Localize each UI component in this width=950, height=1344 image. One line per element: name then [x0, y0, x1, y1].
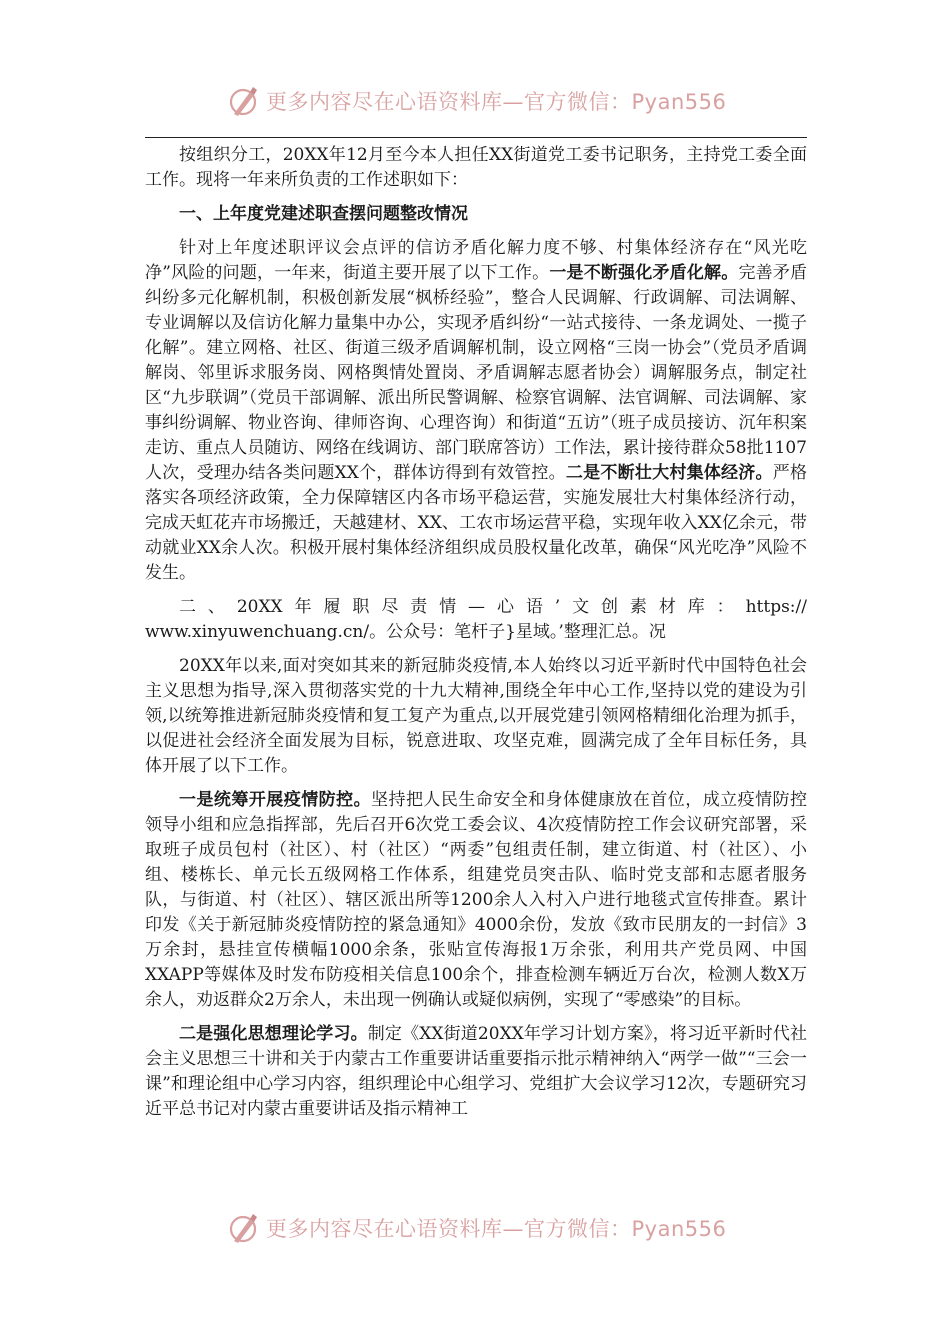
section1-heading: 一、上年度党建述职查摆问题整改情况	[179, 204, 468, 224]
study-paragraph	[145, 1022, 807, 1122]
pen-circle-logo-icon	[226, 84, 260, 118]
study-bold-lead: 二是强化思想理论学习。	[179, 1024, 368, 1044]
epidemic-text: 坚持把人民生命安全和身体健康放在首位，成立疫情防控领导小组和应急指挥部，先后召开6次党工委会议、4次疫情防控工作会议研究部署，采取班子成员包村（社区）、村（社区）“两委”包组责任制，建立街道、村（社区）、小组、楼栋长、单元长五级网格工作体系，组建党员突击队、临时党支部和志愿者服务队，与街道、村（社区）、辖区派出所等1200余人入村入户进行地毯式宣传排查。累计印发《关于新冠肺炎疫情防控的紧急通知》4000余份，发放《致市民朋友的一封信》3万余封，悬挂宣传横幅1000余条，张贴宣传海报1万余张，利用共产党员网、中国XXAPP等媒体及时发布防疫相关信息100余个，排查检测车辆近万台次，检测人数X万余人，劝返群众2万余人，未出现一例确认或疑似病例，实现了“零感染”的目标。	[145, 790, 808, 1010]
pen-circle-logo-icon	[226, 1211, 260, 1245]
epidemic-paragraph	[145, 788, 807, 1013]
watermark-footer	[226, 1211, 726, 1245]
watermark-header	[226, 84, 726, 118]
section1-bold-1: 一是不断强化矛盾化解。	[549, 263, 739, 283]
watermark-text: 更多内容尽在心语资料库—官方微信：Pyan556	[266, 90, 727, 114]
section1-bold-2: 二是不断壮大村集体经济。	[565, 463, 773, 483]
section2-heading-line1: 二、20XX年履职尽责情—心语’文创素材库：https://	[179, 597, 807, 617]
header-divider	[145, 137, 807, 138]
document-body	[145, 143, 807, 1122]
section2-intro-paragraph: 20XX年以来,面对突如其来的新冠肺炎疫情,本人始终以习近平新时代中国特色社会主义思想为指导,深入贯彻落实党的十九大精神,围绕全年中心工作,坚持以党的建设为引领,以统筹推进新冠肺炎疫情和复工复产为重点,以开展党建引领网格精细化治理为抓手，以促进社会经济全面发展为目标，锐意进取、攻坚克难，圆满完成了全年目标任务，具体开展了以下工作。	[145, 656, 807, 776]
section1-text-mid: 完善矛盾纠纷多元化解机制，积极创新发展“枫桥经验”，整合人民调解、行政调解、司法调解、专业调解以及信访化解力量集中办公，实现矛盾纠纷“一站式接待、一条龙调处、一揽子化解”。建立网格、社区、街道三级矛盾调解机制，设立网格“三岗一协会”（党员矛盾调解岗、邻里诉求服务岗、网格舆情处置岗、矛盾调解志愿者协会）调解服务点，制定社区“九步联调”（党员干部调解、派出所民警调解、检察官调解、法官调解、司法调解、家事纠纷调解、物业咨询、律师咨询、心理咨询）和街道“五访”（班子成员接访、沉年积案走访、重点人员随访、网络在线调访、部门联席答访）工作法，累计接待群众58批1107人次，受理办结各类问题XX个，群体访得到有效管控。	[145, 263, 808, 483]
watermark-text: 更多内容尽在心语资料库—官方微信：Pyan556	[266, 1217, 727, 1241]
study-text: 制定《XX街道20XX年学习计划方案》，将习近平新时代社会主义思想三十讲和关于内蒙古工作重要讲话重要指示批示精神纳入“两学一做”“三会一课”和理论组中心学习内容，组织理论中心组学习、党组扩大会议学习12次，专题研究习近平总书记对内蒙古重要讲话及指示精神工	[145, 1024, 807, 1119]
intro-paragraph: 按组织分工，20XX年12月至今本人担任XX街道党工委书记职务，主持党工委全面工作。现将一年来所负责的工作述职如下：	[145, 145, 807, 190]
section2-heading-line2: www.xinyuwenchuang.cn/。公众号：笔杆子}星域。’整理汇总。况	[145, 622, 666, 642]
section1-text-end: 严格落实各项经济政策，全力保障辖区内各市场平稳运营，实施发展壮大村集体经济行动，完成天虹花卉市场搬迁，天越建材、XX、工农市场运营平稳，实现年收入XX亿余元，带动就业XX余人次。积极开展村集体经济组织成员股权量化改革，确保“风光吃净”风险不发生。	[145, 463, 808, 583]
section1-text-start: 针对上年度述职评议会点评的信访矛盾化解力度不够、村集体经济存在“风光吃净”风险的问题，一年来，街道主要开展了以下工作。	[145, 238, 807, 283]
section1-paragraph	[145, 236, 807, 586]
epidemic-bold-lead: 一是统筹开展疫情防控。	[179, 790, 372, 810]
